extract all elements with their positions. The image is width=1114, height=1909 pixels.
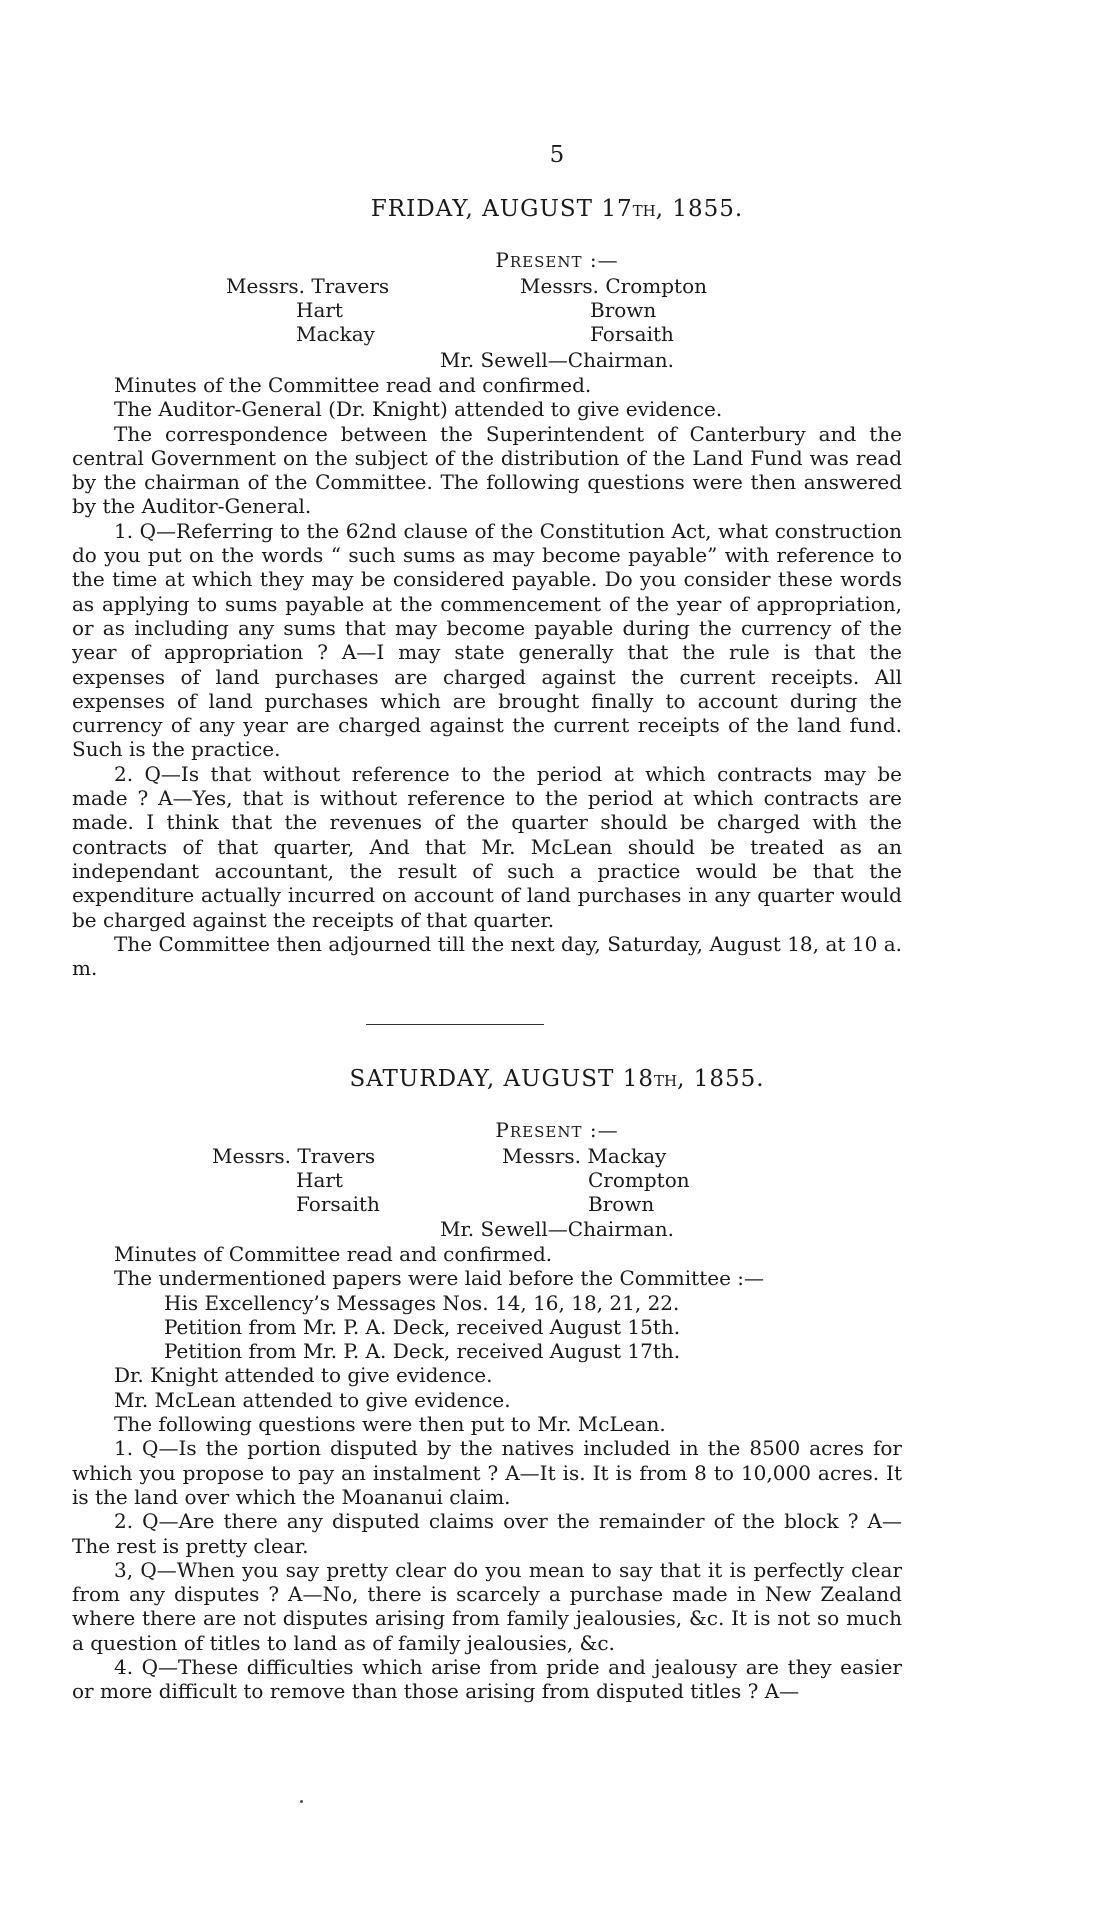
question-paragraph: 1. Q—Is the portion disputed by the natives included in the 8500 acres for which you propose to pay an instalment ? A—It is. It is from 8 to 10,000 acres. It is the land over which the Moananui claim.	[72, 1436, 902, 1509]
paragraph: Dr. Knight attended to give evidence.	[114, 1363, 493, 1388]
paragraph: The undermentioned papers were laid before the Committee :—	[114, 1266, 764, 1291]
session-body-friday	[72, 373, 902, 980]
question-paragraph: 3, Q—When you say pretty clear do you mean to say that it is perfectly clear from any disputes ? A—No, there is scarcely a purchase made in New Zealand where there are not disputes arising from family jealousies, &c. It is not so much a question of titles to land as of family jealousies, &c.	[72, 1557, 902, 1655]
session-body-saturday	[72, 1242, 902, 1704]
paper-item: Petition from Mr. P. A. Deck, received August 15th.	[164, 1314, 681, 1339]
page-number: 5	[549, 142, 565, 168]
adjournment-paragraph: The Committee then adjourned till the next day, Saturday, August 18, at 10 a. m.	[72, 931, 902, 981]
paragraph: The following questions were then put to Mr. McLean.	[114, 1412, 666, 1437]
section-divider	[366, 1024, 544, 1026]
present-label	[0, 1118, 1114, 1142]
session-heading-friday	[0, 196, 1114, 222]
heading-text: FRIDAY, AUGUST 17	[370, 196, 633, 222]
printing-mark	[300, 1800, 303, 1803]
attendee-column-left	[212, 1144, 380, 1216]
present-rest: RESENT	[509, 253, 583, 271]
heading-year: , 1855.	[677, 1066, 765, 1092]
attendee-label: Messrs. Travers	[212, 1144, 376, 1168]
present-initial: P	[495, 1118, 510, 1142]
chairman-line: Mr. Sewell—Chairman.	[439, 348, 675, 372]
question-paragraph: 2. Q—Are there any disputed claims over the remainder of the block ? A—The rest is pretty clear.	[72, 1509, 902, 1558]
heading-suffix: TH	[653, 1072, 678, 1090]
paper-item: Petition from Mr. P. A. Deck, received August 17th.	[164, 1339, 681, 1364]
attendee-column-left	[226, 274, 389, 346]
attendee-label: Messrs. Mackay	[502, 1144, 667, 1168]
attendee-name: Forsaith	[296, 1192, 380, 1216]
attendee-list	[212, 1144, 732, 1218]
question-paragraph: 4. Q—These difficulties which arise from pride and jealousy are they easier or more difficult to remove than those arising from disputed titles ? A—	[72, 1655, 902, 1704]
paragraph: Minutes of Committee read and confirmed.	[114, 1242, 553, 1266]
attendee-label: Messrs. Travers	[226, 274, 390, 298]
attendee-name: Crompton	[588, 1168, 690, 1192]
paragraph: Mr. McLean attended to give evidence.	[114, 1387, 511, 1412]
present-tail: :—	[582, 248, 619, 272]
chairman-line: Mr. Sewell—Chairman.	[439, 1217, 675, 1241]
heading-suffix: TH	[632, 202, 656, 220]
paragraph: The Auditor-General (Dr. Knight) attended to give evidence.	[114, 397, 723, 422]
paragraph: The correspondence between the Superintendent of Canterbury and the central Government on the subject of the distribution of the Land Fund was read by the chairman of the Committee. The following questions were then answered by the Auditor-General.	[72, 421, 902, 519]
paper-item: His Excellency’s Messages Nos. 14, 16, 18, 21, 22.	[164, 1290, 680, 1315]
attendee-name: Brown	[588, 1192, 655, 1216]
present-tail: :—	[582, 1118, 619, 1142]
attendee-column-right	[502, 1144, 690, 1216]
question-paragraph: 2. Q—Is that without reference to the period at which contracts may be made ? A—Yes, that is without reference to the period at which contracts are made. I think that the revenues of the quarter should be charged with the contracts of that quarter, And that Mr. McLean should be treated as an independant accountant, the result of such a practice would be that the expenditure actually incurred on account of land purchases in any quarter would be charged against the receipts of that quarter.	[72, 761, 902, 932]
attendee-list	[226, 274, 766, 348]
attendee-name: Hart	[296, 1168, 343, 1192]
present-label	[0, 248, 1114, 272]
attendee-name: Brown	[590, 298, 657, 322]
attendee-label: Messrs. Crompton	[520, 274, 708, 298]
present-rest: RESENT	[509, 1123, 583, 1141]
attendee-name: Forsaith	[590, 322, 674, 346]
heading-year: , 1855.	[655, 196, 744, 222]
heading-text: SATURDAY, AUGUST 18	[349, 1066, 654, 1092]
attendee-name: Hart	[296, 298, 343, 322]
attendee-column-right	[520, 274, 707, 346]
present-initial: P	[495, 248, 510, 272]
question-paragraph: 1. Q—Referring to the 62nd clause of the Constitution Act, what construction do you put on the words “ such sums as may become payable” with reference to the time at which they may be considered payable. Do you consider these words as applying to sums payable at the commencement of the year of appropriation, or as including any sums that may become payable during the currency of the year of appropriation ? A—I may state generally that the rule is that the expenses of land purchases are charged against the current receipts. All expenses of land purchases which are brought finally to account during the currency of any year are charged against the current receipts of the land fund. Such is the practice.	[72, 518, 902, 762]
paragraph: Minutes of the Committee read and confirmed.	[114, 373, 592, 397]
attendee-name: Mackay	[296, 322, 375, 346]
session-heading-saturday	[0, 1066, 1114, 1092]
